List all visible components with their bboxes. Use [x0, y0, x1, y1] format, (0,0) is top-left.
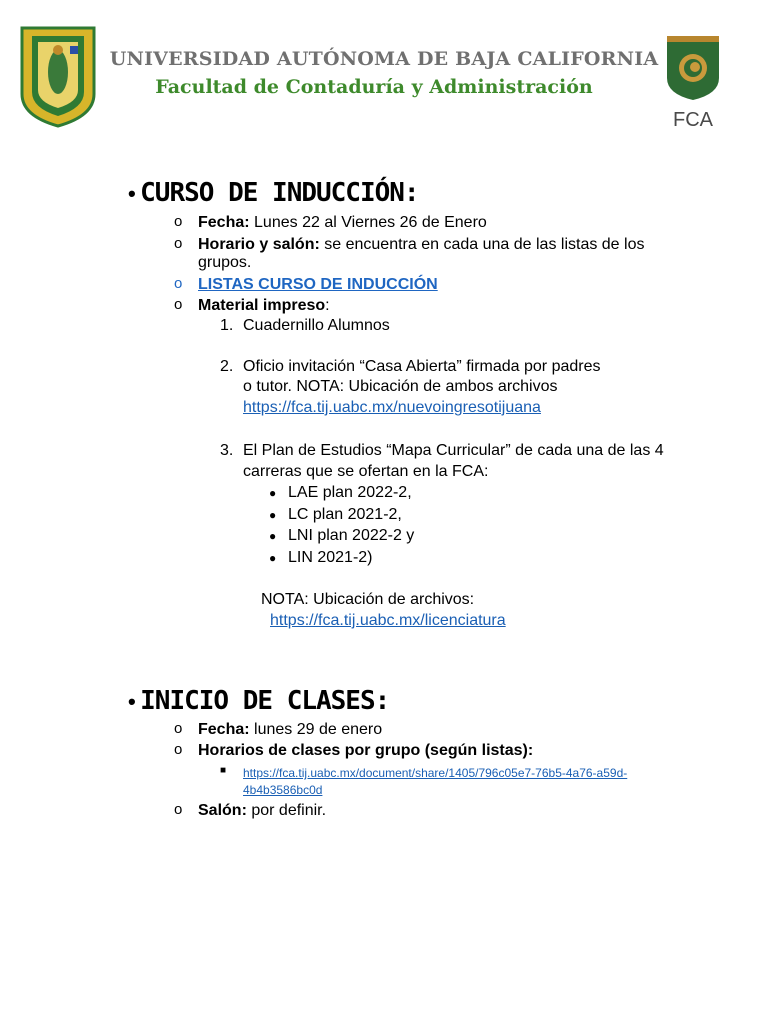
induccion-title: CURSO DE INDUCCIÓN: — [140, 178, 419, 208]
plan-item: LAE plan 2022-2, — [288, 484, 412, 501]
university-name: UNIVERSIDAD AUTÓNOMA DE BAJA CALIFORNIA — [109, 48, 659, 70]
nota-archivos: NOTA: Ubicación de archivos: — [261, 591, 475, 608]
salon-label: Salón: — [198, 802, 247, 819]
item1-text: Cuadernillo Alumnos — [243, 317, 390, 334]
horarios-link-cont[interactable]: 4b4b3586bc0d — [243, 783, 323, 797]
dot-bullet-icon: ● — [269, 551, 277, 565]
horario-value: se encuentra en cada una de las listas de los — [324, 236, 645, 253]
material-label: Material impreso — [198, 297, 326, 314]
induccion-horario — [198, 235, 644, 254]
material-colon: : — [325, 297, 330, 314]
clases-title: INICIO DE CLASES: — [140, 686, 390, 716]
clases-fecha — [198, 720, 382, 739]
fca-logo — [664, 34, 722, 131]
induccion-heading — [128, 178, 419, 208]
item2-text-1: Oficio invitación “Casa Abierta” firmada por padres — [243, 358, 601, 375]
circle-bullet-icon: o — [174, 235, 183, 252]
induccion-fecha — [198, 213, 487, 232]
dot-bullet-icon: ● — [269, 486, 277, 500]
item1-number: 1. — [220, 317, 234, 334]
circle-bullet-icon: o — [174, 296, 183, 313]
circle-bullet-icon: o — [174, 720, 183, 737]
licenciatura-link[interactable]: https://fca.tij.uabc.mx/licenciatura — [270, 612, 506, 629]
circle-bullet-icon: o — [174, 741, 183, 758]
listas-induccion-link[interactable]: LISTAS CURSO DE INDUCCIÓN — [198, 276, 438, 293]
material-impreso — [198, 296, 330, 315]
dot-bullet-icon: ● — [269, 529, 277, 543]
nuevoingreso-link[interactable]: https://fca.tij.uabc.mx/nuevoingresotijuana — [243, 399, 541, 416]
fecha-value: lunes 29 de enero — [254, 721, 383, 738]
horarios-link[interactable]: https://fca.tij.uabc.mx/document/share/1405/796c05e7-76b5-4a76-a59d- — [243, 766, 628, 780]
item2-number: 2. — [220, 358, 234, 375]
bullet-icon: • — [128, 181, 136, 206]
fecha-label: Fecha: — [198, 214, 250, 231]
item3-text-1: El Plan de Estudios “Mapa Curricular” de cada una de las 4 — [243, 442, 664, 459]
bullet-icon: • — [128, 689, 136, 714]
plan-item: LNI plan 2022-2 y — [288, 527, 415, 544]
fca-logo-text: FCA — [673, 109, 713, 131]
horario-value-cont: grupos. — [198, 254, 252, 271]
item3-number: 3. — [220, 442, 234, 459]
faculty-name: Facultad de Contaduría y Administración — [155, 76, 593, 98]
item3-text-2: carreras que se ofertan en la FCA: — [243, 463, 489, 480]
fecha-value: Lunes 22 al Viernes 26 de Enero — [254, 214, 487, 231]
circle-bullet-icon: o — [174, 275, 183, 292]
circle-bullet-icon: o — [174, 213, 183, 230]
plan-item: LC plan 2021-2, — [288, 506, 402, 523]
dot-bullet-icon: ● — [269, 508, 277, 522]
item2-text-2: o tutor. NOTA: Ubicación de ambos archivos — [243, 378, 558, 395]
fecha-label: Fecha: — [198, 721, 250, 738]
salon-value: por definir. — [251, 802, 327, 819]
horario-label: Horario y salón: — [198, 236, 320, 253]
circle-bullet-icon: o — [174, 801, 183, 818]
fca-shield-icon — [664, 34, 722, 102]
square-bullet-icon: ■ — [220, 765, 227, 776]
plan-item: LIN 2021-2) — [288, 549, 373, 566]
clases-salon — [198, 801, 326, 820]
horarios-label: Horarios de clases por grupo (según listas): — [198, 742, 534, 759]
clases-heading — [128, 686, 389, 716]
